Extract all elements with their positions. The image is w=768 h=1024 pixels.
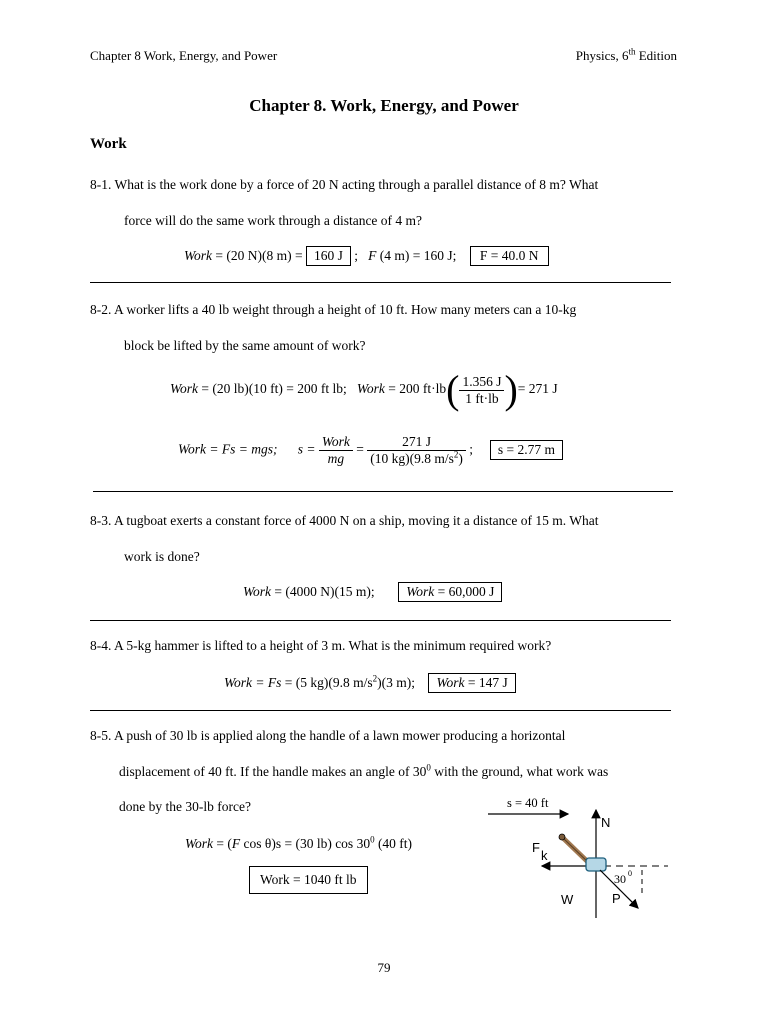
divider [93,491,673,492]
problem-8-2-equation-2: Work = Fs = mgs; s = $\frac{\text{Work}}{mg}$ = $\frac{271 J}{(10 kg)(9.8 m/s^2)}$ ; s = 2.77 m [178,434,563,467]
problem-8-5-line1: 8-5. A push of 30 lb is applied along the handle of a lawn mower producing a horizontal [90,728,566,743]
problem-8-5-line2: displacement of 40 ft. If the handle makes an angle of $30^0$ with the ground, what work was [119,762,609,779]
lawn-mower-force-diagram [480,790,680,925]
answer-box: s = 2.77 m [490,440,563,460]
mower-handle-grip [559,834,565,840]
friction-label: F [532,840,540,855]
problem-8-3-equation: Work = (4000 N)(15 m); Work = 60,000 J [243,582,502,602]
chapter-title: Chapter 8. Work, Energy, and Power [249,96,519,115]
weight-label: W [561,892,574,907]
answer-box: 160 J [306,246,351,266]
divider [90,710,671,711]
problem-8-4-line1: 8-4. A 5-kg hammer is lifted to a height of 3 m. What is the minimum required work? [90,638,552,653]
friction-subscript: k [541,848,548,863]
problem-8-3-line2: work is done? [124,549,200,564]
divider [90,282,671,283]
displacement-label: s = 40 ft [507,796,549,810]
angle-label: 30 [614,872,626,886]
problem-8-4-equation: Work = Fs = (5 kg)(9.8 $m/s^2)(3$ m); Work = 147 J [224,673,516,693]
divider [90,620,671,621]
section-heading: Work [90,136,127,152]
problem-8-2-line1: 8-2. A worker lifts a 40 lb weight through a height of 10 ft. How many meters can a 10-kg [90,302,577,317]
answer-box: Work = 60,000 J [398,582,502,602]
page-number: 79 [377,960,391,975]
problem-8-2-line2: block be lifted by the same amount of work? [124,338,366,353]
problem-8-3-line1: 8-3. A tugboat exerts a constant force of 4000 N on a ship, moving it a distance of 15 m. What [90,513,599,528]
angle-degree: 0 [628,869,632,878]
problem-8-1-equation: Work = (20 N)(8 m) = 160 J ; F (4 m) = 160 J; F = 40.0 N [184,246,549,266]
answer-box: Work = 147 J [428,673,515,693]
problem-8-1-line1: 8-1. What is the work done by a force of 20 N acting through a parallel distance of 8 m? What [90,177,599,192]
problem-8-1-line2: force will do the same work through a distance of 4 m? [124,213,423,228]
problem-8-5-line3: done by the 30-lb force? [119,799,251,814]
running-header-left: Chapter 8 Work, Energy, and Power [90,48,278,63]
mower-body [586,858,606,871]
problem-8-5-answer [249,866,368,894]
push-force-label: P [612,891,621,906]
problem-8-5-equation: Work = (F cos θ)s = (30 lb) $\cos 30^0$ (40 ft) [185,834,413,851]
answer-box: Work = 1040 ft lb [249,866,368,894]
normal-force-label: N [601,815,611,830]
problem-8-2-equation-1: Work = (20 lb)(10 ft) = 200 ft lb; Work = 200 ft·lb( $\frac{1.356 J}{1 ft\cdot lb}$ )= 271 J [170,367,558,412]
running-header-right: Physics, 6th Edition [575,46,677,63]
answer-box: F = 40.0 N [470,246,549,266]
